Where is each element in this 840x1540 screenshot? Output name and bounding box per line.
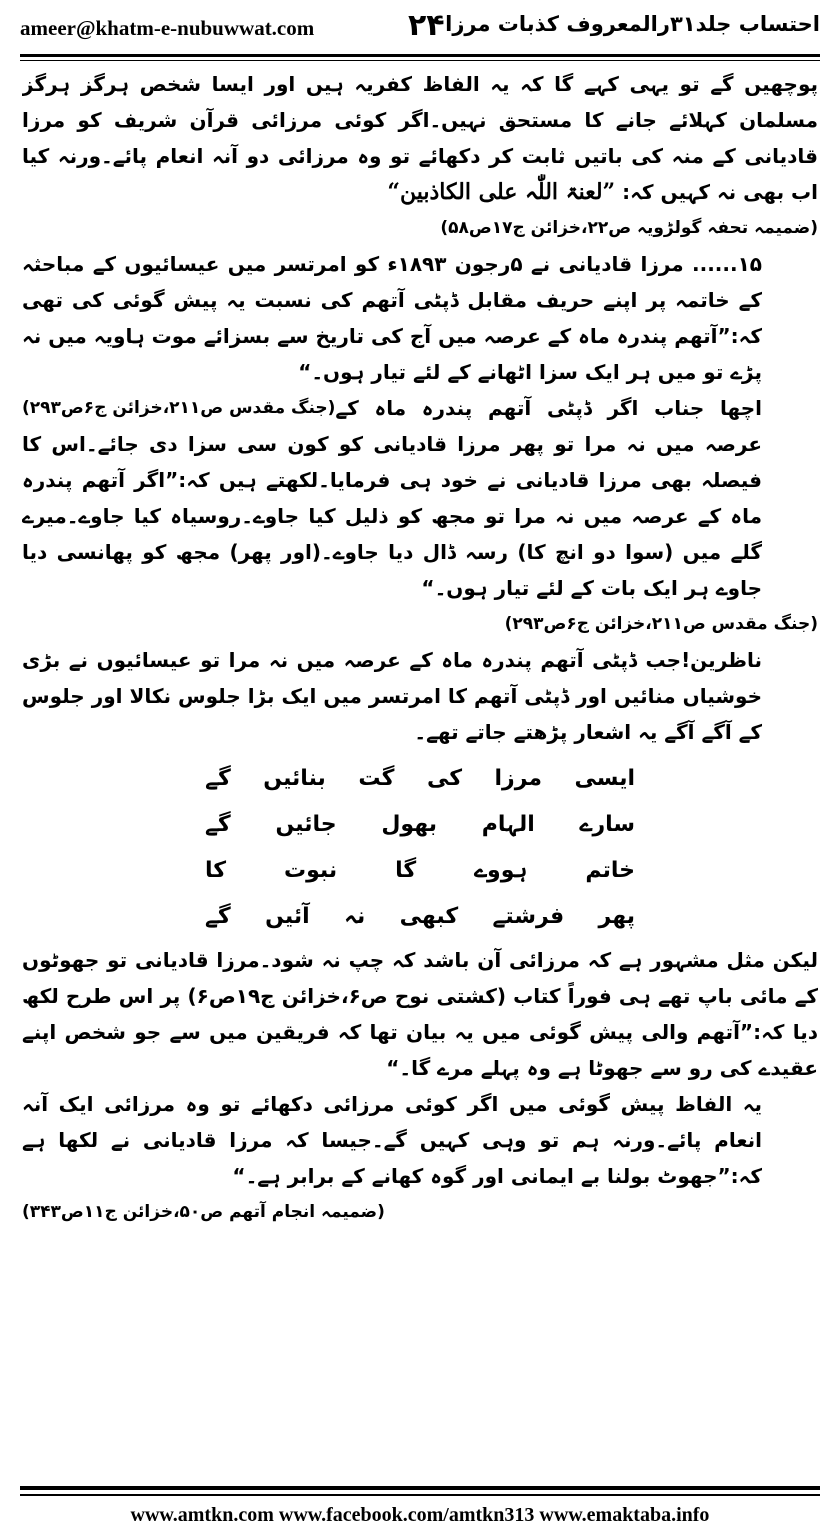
paragraph-3: اچھا جناب اگر ڈپٹی آتھم پندرہ ماہ کے عرصہ میں نہ مرا تو پھر مرزا قادیانی کو کون سی سزا دی جائے۔اس کا فیصلہ بھی مرزا قادیانی نے خود ہی فرمایا۔لکھتے ہیں کہ:”اگر آتھم پندرہ ماہ کے عرصہ میں نہ مرا تو مجھ کو ذلیل کیا جاوے۔روسیاہ کیا جاوے۔میرے گلے میں (سوا دو انچ کا) رسہ ڈال دیا جاوے۔(اور پھر) مجھ کو پھانسی دیا جاوے ہر ایک بات کے لئے تیار ہوں۔“ (22, 396, 762, 600)
header-title: احتساب جلد۳۱رالمعروف کذبات مرزا (445, 12, 820, 36)
poem-word: خاتم (585, 858, 635, 883)
paragraph-6-text: یہ الفاظ پیش گوئی میں اگر کوئی مرزائی دکھائے تو وہ مرزائی ایک آنہ انعام پائے۔ورنہ ہم تو وہی کہیں گے۔جیسا کہ مرزا قادیانی نے لکھا ہے کہ:”جھوٹ بولنا بے ایمانی اور گوہ کھانے کے برابر ہے۔“ (22, 1092, 762, 1188)
poem-word: ایسی (574, 766, 635, 791)
poem-word: بنائیں (263, 766, 326, 791)
poem-word: مرزا (494, 766, 543, 791)
poem-line-3 (205, 848, 635, 894)
page-number: ۲۴ (408, 8, 445, 43)
paragraph-2-text: ۱۵...... مرزا قادیانی نے ۵رجون ۱۸۹۳ء کو امرتسر میں عیسائیوں کے مباحثہ کے خاتمہ پر اپنے حریف مقابل ڈپٹی آتھم کی نسبت یہ پیش گوئی کی تھی کہ:”آتھم پندرہ ماہ کے عرصہ میں آج کی تاریخ سے بسزائے موت ہاویہ میں نہ پڑے تو میں ہر ایک سزا اٹھانے کے لئے تیار ہوں۔“ (22, 252, 763, 384)
reference-1: (ضمیمہ تحفہ گولڑویہ ص۲۲،خزائن ج۱۷ص۵۸) (440, 218, 818, 238)
poem-word: گا (395, 858, 417, 883)
poem-word: الہام (481, 812, 535, 837)
footer-rule-thin (20, 1494, 820, 1496)
poem-line-4 (205, 894, 635, 940)
poem-word: گے (205, 904, 231, 929)
poem-word: گے (205, 766, 231, 791)
page-body (22, 66, 818, 1456)
poem-word: کا (205, 858, 227, 883)
poem-word: نبوت (284, 858, 338, 883)
poem-word: جائیں (275, 812, 337, 837)
poem-word: فرشتے (492, 904, 565, 929)
paragraph-1-text: پوچھیں گے تو یہی کہے گا کہ یہ الفاظ کفریہ ہیں اور ایسا شخص ہرگز ہرگز مسلمان کہلائے جانے کا مستحق نہیں۔اگر کوئی مرزائی قرآن شریف کو مرزا قادیانی کے منہ کی باتیں ثابت کر دکھائے تو وہ مرزائی دو آنہ انعام پائے۔ورنہ کیا اب بھی نہ کہیں کہ: (22, 72, 818, 204)
header-rule-thick (20, 54, 820, 57)
poem-word: آئیں (265, 904, 310, 929)
poem-word: کی (426, 766, 462, 791)
reference-3: (جنگ مقدس ص۲۱۱،خزائن ج۶ص۲۹۳) (504, 614, 818, 634)
poem-word: پھر (598, 904, 635, 929)
reference-2: (جنگ مقدس ص۲۱۱،خزائن ج۶ص۲۹۳) (22, 398, 336, 418)
header-email: ameer@khatm-e-nubuwwat.com (20, 16, 315, 40)
paragraph-2 (22, 246, 818, 418)
poem-word: نہ (344, 904, 366, 929)
poem-line-1 (205, 756, 635, 802)
page-header (20, 6, 820, 54)
paragraph-5: لیکن مثل مشہور ہے کہ مرزائی آن باشد کہ چپ نہ شود۔مرزا قادیانی تو جھوٹوں کے مائی باپ تھے ہی فوراً کتاب (کشتی نوح ص۶،خزائن ج۱۹ص۶) پر اس طرح لکھ دیا کہ:”آتھم والی پیش گوئی میں یہ بیان تھا کہ فریقین میں سے جو شخص اپنے عقیدے کی رو سے جھوٹا ہے وہ پہلے مرے گا۔“ (22, 948, 818, 1080)
poem-word: گت (358, 766, 395, 791)
poem-line-2 (205, 802, 635, 848)
paragraph-1 (22, 66, 818, 210)
footer-rule-thick (20, 1486, 820, 1490)
poem-word: گے (205, 812, 231, 837)
poem-word: کبھی (399, 904, 459, 929)
poem-word: سارے (579, 812, 635, 837)
poem-word: ہووے (474, 858, 528, 883)
footer-links: www.amtkn.com www.facebook.com/amtkn313 www.emaktaba.info (130, 1504, 710, 1526)
paragraph-4: ناظرین!جب ڈپٹی آتھم پندرہ ماہ کے عرصہ میں نہ مرا تو عیسائیوں نے بڑی خوشیاں منائیں اور ڈپٹی آتھم کا امرتسر میں ایک بڑا جلوس نکالا اور جلوس کے آگے آگے یہ اشعار پڑھتے جاتے تھے۔ (22, 648, 762, 744)
header-rule-thin (20, 60, 820, 61)
reference-4: (ضمیمہ انجام آتھم ص۵۰،خزائن ج۱۱ص۳۴۳) (22, 1202, 385, 1222)
arabic-quote: ”لعنۃ اللّٰہ علی الکاذبین“ (387, 179, 616, 205)
paragraph-6 (22, 1086, 818, 1222)
poem (205, 756, 635, 940)
poem-word: بھول (381, 812, 437, 837)
